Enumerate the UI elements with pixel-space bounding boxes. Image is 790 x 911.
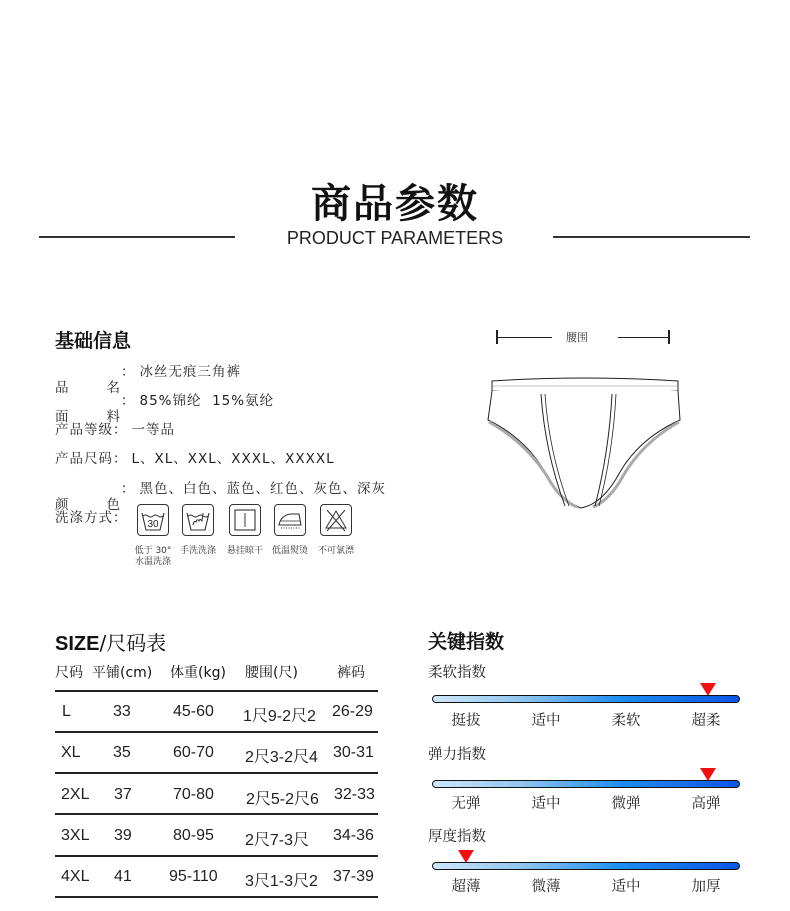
elasticity-tick: 微弹 <box>611 796 641 812</box>
table-divider <box>55 690 378 692</box>
size-table-title: SIZE/尺码表 <box>55 631 167 655</box>
key-index-title: 关键指数 <box>428 631 505 653</box>
table-divider <box>55 896 378 898</box>
care-label: 洗涤方式： <box>55 510 128 526</box>
care-label-handwash: 手洗洗涤 <box>179 546 216 556</box>
wash-30-icon <box>137 504 169 536</box>
elasticity-tick: 无弹 <box>451 796 481 812</box>
softness-tick: 挺拔 <box>451 713 481 729</box>
care-label-hang: 悬挂晾干 <box>226 546 263 556</box>
table-divider <box>55 855 378 857</box>
low-iron-icon <box>274 504 306 536</box>
care-label-iron: 低温熨烫 <box>271 546 308 556</box>
th-size: 尺码 <box>55 665 83 681</box>
page-subtitle: PRODUCT PARAMETERS <box>286 228 504 248</box>
page-title: 商品参数 <box>311 181 479 227</box>
elasticity-tick: 适中 <box>531 796 561 812</box>
th-flat: 平铺(cm) <box>92 665 153 681</box>
thickness-scale-bar <box>432 862 740 870</box>
care-label-wash: 低于 30° 水温洗涤 <box>134 546 172 567</box>
thickness-tick: 加厚 <box>691 879 721 895</box>
no-bleach-icon <box>320 504 352 536</box>
softness-index-label: 柔软指数 <box>428 665 486 681</box>
table-divider <box>55 813 378 815</box>
table-divider <box>55 772 378 774</box>
softness-tick: 适中 <box>531 713 561 729</box>
softness-tick: 超柔 <box>691 713 721 729</box>
thickness-index-label: 厚度指数 <box>428 829 486 845</box>
divider-right <box>553 236 750 238</box>
thickness-tick: 适中 <box>611 879 641 895</box>
hang-dry-icon <box>229 504 261 536</box>
basic-info-title: 基础信息 <box>55 330 132 352</box>
info-row-name: 品 名 ： 冰丝无痕三角裤 <box>55 364 241 396</box>
info-row-material: 面 料 ： 85%锦纶 15%氨纶 <box>55 393 275 425</box>
care-icons <box>134 504 367 574</box>
th-waist: 腰围(尺) <box>245 665 298 681</box>
thickness-tick: 超薄 <box>451 879 481 895</box>
svg-text:30: 30 <box>147 519 159 530</box>
info-row-colors: 颜 色 ： 黑色、白色、蓝色、红色、灰色、深灰 <box>55 481 386 513</box>
elasticity-scale-bar <box>432 780 740 788</box>
care-label-bleach: 不可氯漂 <box>317 546 354 556</box>
waist-label: 腰围 <box>566 331 588 344</box>
elasticity-index-label: 弹力指数 <box>428 747 486 763</box>
th-pant-size: 裤码 <box>337 665 365 681</box>
th-weight: 体重(kg) <box>170 665 226 681</box>
table-divider <box>55 731 378 733</box>
hand-wash-icon <box>182 504 214 536</box>
waist-measure <box>496 328 670 348</box>
softness-tick: 柔软 <box>611 713 641 729</box>
elasticity-tick: 高弹 <box>691 796 721 812</box>
info-row-sizes: 产品尺码： L、XL、XXL、XXXL、XXXXL <box>55 451 335 467</box>
info-row-grade: 产品等级： 一等品 <box>55 422 175 438</box>
thickness-tick: 微薄 <box>531 879 561 895</box>
softness-scale-bar <box>432 695 740 703</box>
briefs-illustration <box>485 372 685 516</box>
